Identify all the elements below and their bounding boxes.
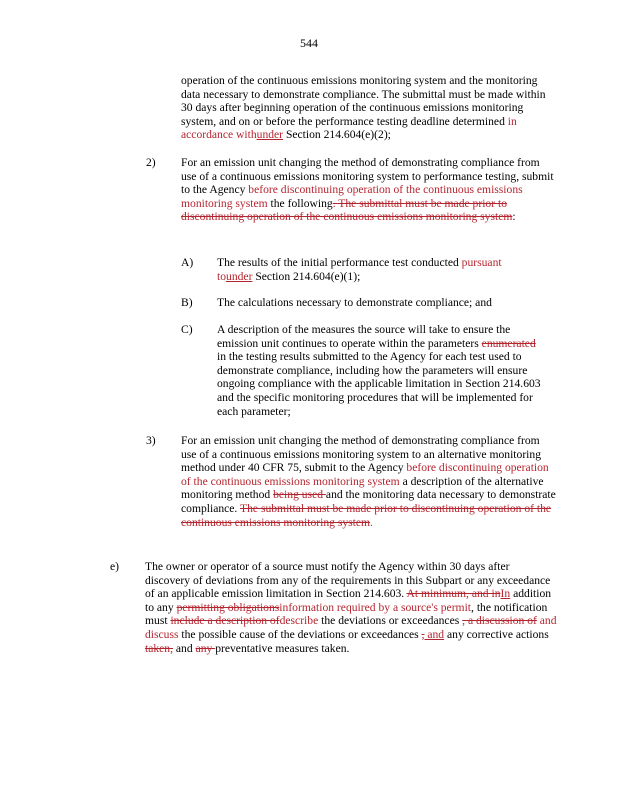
inserted-text: describe xyxy=(279,614,319,628)
item-text: the possible cause of the deviations or exceedances xyxy=(178,627,422,641)
inserted-text: under xyxy=(226,269,253,283)
inserted-text: before discontinuing operation of the continuous emissions monitoring system xyxy=(181,183,523,210)
subitem-a-paragraph xyxy=(217,256,537,283)
item-2-paragraph xyxy=(181,156,556,224)
inserted-text: and discuss xyxy=(145,614,557,641)
item-e-paragraph xyxy=(145,560,557,655)
item-text: and the monitoring data necessary to demonstrate compliance. xyxy=(181,488,556,515)
item-text: A description of the measures the source will take to ensure the emission unit continues to operate within the parameters xyxy=(217,323,511,350)
item-3-label: 3) xyxy=(146,434,156,447)
item-text: , the notification must xyxy=(145,600,548,628)
item-text: the deviations or exceedances xyxy=(318,614,463,628)
inserted-text: pursuant to xyxy=(217,256,502,283)
item-text: For an emission unit changing the method of demonstrating compliance from use of a continuous emissions monitoring system to performance testing, submit to the Agency xyxy=(181,156,554,197)
item-text: addition to any xyxy=(145,587,552,614)
page-number: 544 xyxy=(300,36,318,50)
deleted-text: , a discussion of xyxy=(462,614,537,628)
subitem-b-paragraph xyxy=(217,296,557,310)
deleted-text: include a description of xyxy=(170,614,280,628)
subitem-c-label: C) xyxy=(181,323,193,336)
subitem-c-paragraph xyxy=(217,323,547,418)
deleted-text: At minimum, and in xyxy=(406,587,501,601)
deleted-text: The submittal must be made prior to discontinuing operation of the continuous emissions monitoring system xyxy=(181,501,552,529)
deleted-text: enumerated xyxy=(481,336,536,350)
item-2-label: 2) xyxy=(146,156,156,169)
deleted-text: taken, xyxy=(145,641,174,655)
intro-paragraph xyxy=(181,74,556,142)
deleted-text: . The submittal must be made prior to discontinuing operation of the continuous emissions monitoring system xyxy=(181,196,513,224)
item-text: the following xyxy=(267,196,333,210)
inserted-text: information required by a source's permit xyxy=(279,600,472,614)
inserted-text: under xyxy=(256,128,284,142)
item-text: a description of the alternative monitoring method xyxy=(181,474,544,502)
inserted-text: before discontinuing operation of the continuous emissions monitoring system xyxy=(181,461,549,488)
item-text: : xyxy=(512,210,516,224)
item-text: The calculations necessary to demonstrate compliance; and xyxy=(217,296,492,309)
item-text: and xyxy=(173,641,196,655)
item-text: any corrective actions xyxy=(444,627,549,641)
intro-text: operation of the continuous emissions monitoring system and the monitoring data necessary to demonstrate compliance. The submittal must be made within 30 days after beginning operation of the continuous emissions monitoring system, and on or before the performance testing deadline determined xyxy=(181,74,546,128)
item-e-label: e) xyxy=(110,560,120,573)
item-text: preventative measures taken. xyxy=(215,641,350,655)
item-text: For an emission unit changing the method of demonstrating compliance from use of a continuous emissions monitoring system to an alternative monitoring method under 40 CFR 75, submit to the Agency xyxy=(181,434,542,475)
intro-text: Section 214.604(e)(2); xyxy=(283,128,391,142)
item-text: in the testing results submitted to the Agency for each test used to demonstrate compliance, including how the parameters will ensure ongoing compliance with the applicable limitation in Section 214.603 and the specific monitoring procedures that will be implemented for each parameter; xyxy=(217,350,541,418)
deleted-text: , xyxy=(421,627,425,641)
deleted-text: permitting obligations xyxy=(176,600,280,614)
subitem-a-label: A) xyxy=(181,256,194,269)
item-text: The results of the initial performance test conducted xyxy=(217,256,462,269)
item-text: The owner or operator of a source must notify the Agency within 30 days after discovery of deviations from any of the requirements in this Subpart or any exceedance of an applicable emission limitation in Section 214.603. xyxy=(145,560,551,601)
subitem-b-label: B) xyxy=(181,296,193,309)
inserted-text: in accordance with xyxy=(181,114,517,142)
item-text: Section 214.604(e)(1); xyxy=(252,269,361,283)
inserted-text: In xyxy=(500,587,511,601)
deleted-text: any xyxy=(195,641,216,655)
inserted-text: and xyxy=(424,627,445,641)
item-3-paragraph xyxy=(181,434,556,529)
inserted-text: . xyxy=(370,515,373,529)
deleted-text: being used xyxy=(273,488,326,502)
